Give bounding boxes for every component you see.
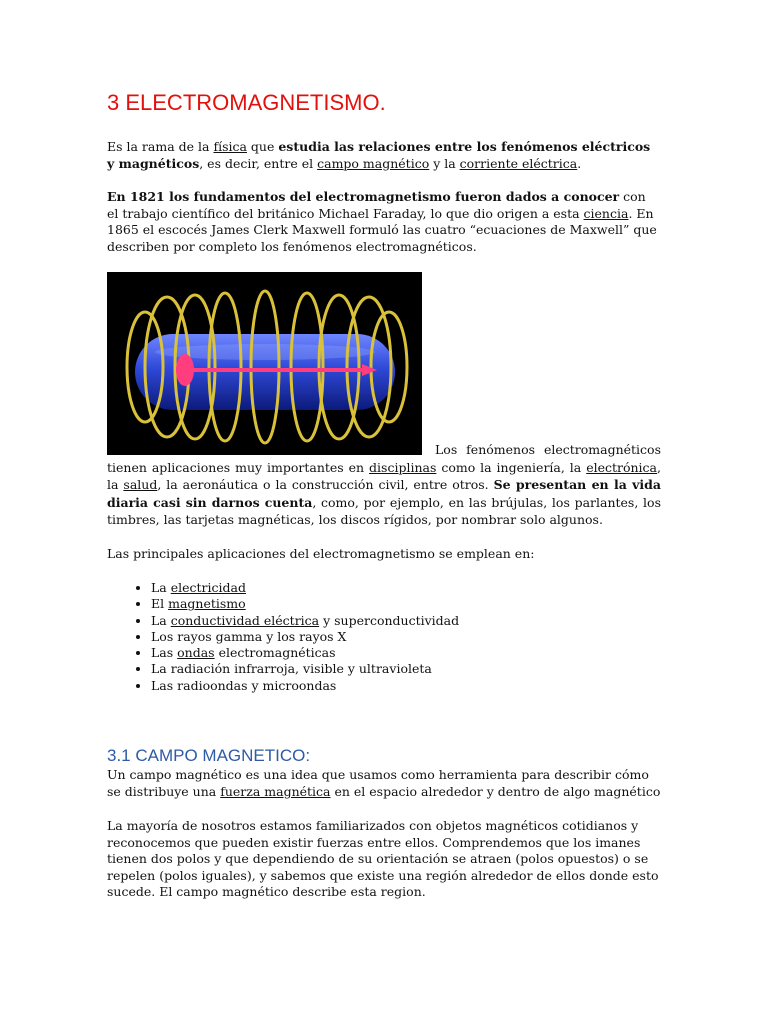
link-electronica[interactable]: electrónica bbox=[586, 459, 658, 475]
explanation-text: La mayoría de nosotros estamos familiarizados con objetos magnéticos cotidianos y reconocemos que pueden existir fuerzas entre ellos. Comprendemos que los imanes tienen dos polos y que dependiendo de su orientación se atraen (polos opuestos) o se repelen (polos iguales), y sabemos que existe una región alrededor de ellos donde esto sucede. El campo magnético describe esta region. bbox=[107, 818, 659, 899]
paragraph-applications bbox=[107, 441, 661, 529]
section-heading: 3 ELECTROMAGNETISMO. bbox=[107, 90, 386, 115]
text-run: Es la rama de la bbox=[107, 139, 214, 154]
list-item: • La radiación infrarroja, visible y ultravioleta bbox=[151, 661, 661, 677]
link-ondas[interactable]: ondas bbox=[177, 645, 215, 661]
list-item: • La conductividad eléctrica y superconductividad bbox=[151, 613, 661, 629]
applications-list bbox=[107, 580, 661, 694]
link-salud[interactable]: salud bbox=[123, 477, 158, 492]
text-run: Los fenómenos electromagnéticos tienen aplicaciones muy importantes en bbox=[107, 442, 661, 475]
text-run: que bbox=[246, 139, 279, 154]
link-fuerza-magnetica[interactable]: fuerza magnética bbox=[220, 783, 331, 799]
text-run: . bbox=[577, 155, 582, 171]
paragraph-campo-explanation bbox=[107, 818, 661, 901]
list-item: • La electricidad bbox=[151, 580, 661, 596]
link-electricidad[interactable]: electricidad bbox=[170, 580, 246, 595]
subsection-heading: 3.1 CAMPO MAGNETICO: bbox=[107, 746, 311, 765]
text-run: y la bbox=[429, 155, 460, 171]
paragraph-definition bbox=[107, 139, 661, 172]
bold-run: estudia las relaciones entre los fenómenos eléctricos y magnéticos bbox=[107, 139, 651, 171]
link-fisica[interactable]: física bbox=[213, 139, 247, 154]
text-run: . En 1865 el escocés James Clerk Maxwell formuló las cuatro “ecuaciones de Maxwell” que describen por completo los fenómenos electromagnéticos. bbox=[107, 205, 657, 254]
list-intro-text: Las principales aplicaciones del electromagnetismo se emplean en: bbox=[107, 546, 535, 561]
paragraph-history bbox=[107, 189, 661, 255]
link-magnetismo[interactable]: magnetismo bbox=[168, 596, 246, 612]
list-item: • Los rayos gamma y los rayos X bbox=[151, 629, 661, 645]
link-corriente-electrica[interactable]: corriente eléctrica bbox=[459, 155, 578, 171]
bold-run: Se presentan en la vida diaria casi sin darnos cuenta bbox=[107, 477, 661, 510]
text-run: , como, por ejemplo, en las brújulas, los parlantes, los timbres, las tarjetas magnéticas, los discos rígidos, por nombrar solo algunos. bbox=[107, 494, 661, 527]
text-run: , es decir, entre el bbox=[199, 155, 318, 171]
list-item: • Las radioondas y microondas bbox=[151, 678, 661, 694]
paragraph-campo-definition bbox=[107, 767, 661, 800]
link-disciplinas[interactable]: disciplinas bbox=[369, 459, 437, 475]
list-item: • Las ondas electromagnéticas bbox=[151, 645, 661, 661]
link-ciencia[interactable]: ciencia bbox=[583, 205, 629, 221]
text-run: Un campo magnético es una idea que usamos como herramienta para describir cómo se distribuye una bbox=[107, 767, 649, 799]
link-campo-magnetico[interactable]: campo magnético bbox=[317, 155, 430, 171]
list-item: • El magnetismo bbox=[151, 596, 661, 612]
text-run: en el espacio alrededor y dentro de algo magnético bbox=[330, 783, 661, 799]
text-run: , la aeronáutica o la construcción civil, entre otros. bbox=[157, 477, 494, 492]
paragraph-list-intro bbox=[107, 546, 661, 563]
text-run: como la ingeniería, la bbox=[436, 459, 587, 475]
text-run: , la bbox=[107, 459, 661, 492]
bold-run: En 1821 los fundamentos del electromagnetismo fueron dados a conocer bbox=[107, 189, 620, 204]
text-run: con el trabajo científico del británico Michael Faraday, lo que dio origen a esta bbox=[107, 189, 646, 221]
link-conductividad-electrica[interactable]: conductividad eléctrica bbox=[170, 612, 320, 628]
electromagnetic-field-image bbox=[107, 272, 422, 455]
toroid-field-illustration bbox=[107, 272, 422, 455]
